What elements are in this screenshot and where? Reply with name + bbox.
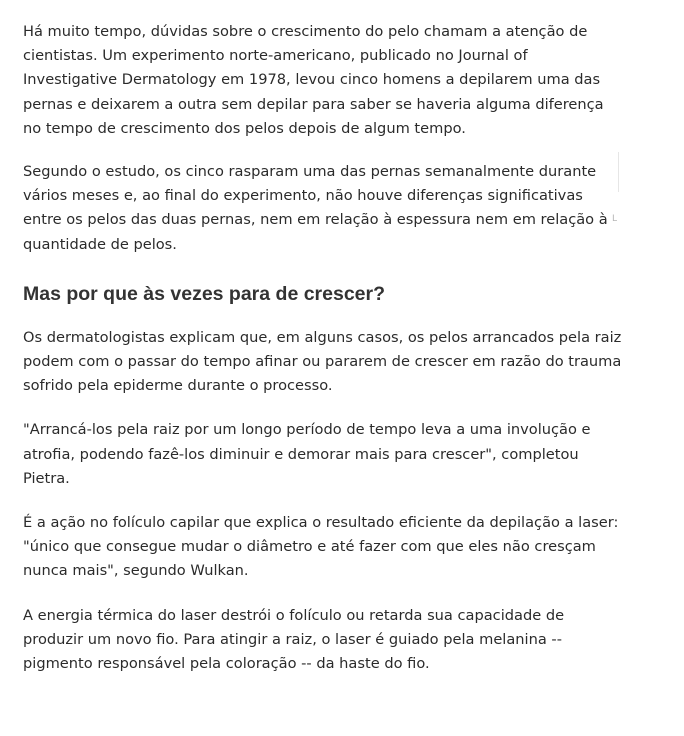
- section-heading: Mas por que às vezes para de crescer?: [23, 282, 386, 305]
- article-body: [23, 20, 623, 696]
- paragraph-laser: É a ação no folículo capilar que explica o resultado eficiente da depilação a laser: "único que consegue mudar o diâmetro e até fazer com que eles não cresçam nunca mais", segundo Wulkan.: [23, 514, 619, 580]
- paragraph-study: Segundo o estudo, os cinco rasparam uma das pernas semanalmente durante vários meses e, ao final do experimento, não houve diferenças significativas entre os pelos das duas pernas, nem em relação à espessura nem em relação à quantidade de pelos.: [23, 163, 608, 253]
- side-frame-divider: [618, 152, 619, 192]
- side-mark: L: [612, 214, 618, 224]
- paragraph-thermal-energy: A energia térmica do laser destrói o folículo ou retarda sua capacidade de produzir um novo fio. Para atingir a raiz, o laser é guiado pela melanina -- pigmento responsável pela coloração -- da haste do fio.: [23, 606, 565, 673]
- paragraph-intro: Há muito tempo, dúvidas sobre o crescimento do pelo chamam a atenção de cientistas. Um experimento norte-americano, publicado no Journal of Investigative Dermatology em 1978, levou cinco homens a depilarem uma das pernas e deixarem a outra sem depilar para saber se haveria alguma diferença no tempo de crescimento dos pelos depois de algum tempo.: [23, 23, 604, 137]
- paragraph-dermatologists: Os dermatologistas explicam que, em alguns casos, os pelos arrancados pela raiz podem com o passar do tempo afinar ou pararem de crescer em razão do trauma sofrido pela epiderme durante o processo.: [23, 328, 622, 395]
- paragraph-quote-pietra: "Arrancá-los pela raiz por um longo período de tempo leva a uma involução e atrofia, podendo fazê-los diminuir e demorar mais para crescer", completou Pietra.: [23, 421, 591, 487]
